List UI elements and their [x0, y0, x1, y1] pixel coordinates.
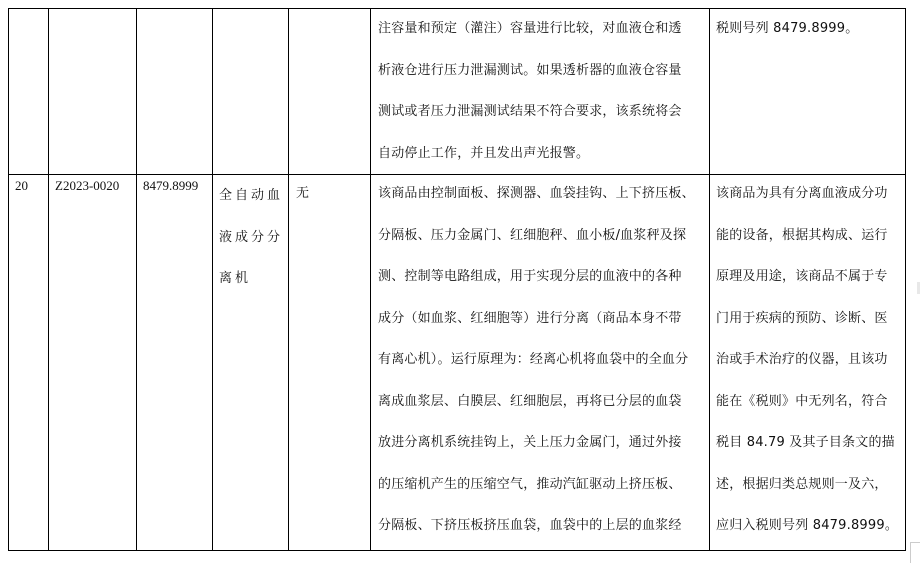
name-line: 全自动血 [219, 188, 284, 203]
cell-no: 20 [9, 175, 49, 551]
desc-line: 分隔板、压力金属门、红细胞秤、血小板/血浆秤及探 [378, 227, 687, 243]
desc-line: 析液仓进行压力泄漏测试。如果透析器的血液仓容量 [378, 62, 682, 78]
desc-line: 成分（如血浆、红细胞等）进行分离（商品本身不带 [378, 310, 682, 326]
desc-line: 自动停止工作，并且发出声光报警。 [378, 145, 590, 161]
desc-line: 测、控制等电路组成，用于实现分层的血液中的各种 [378, 269, 682, 284]
cell-no [9, 9, 49, 175]
desc-line: 分隔板、下挤压板挤压血袋，血袋中的上层的血浆经 [378, 518, 682, 533]
reason-line: 原理及用途，该商品不属于专 [716, 269, 888, 284]
cell-tariff [137, 9, 213, 175]
reason-line: 应归入税则号列 8479.8999。 [716, 518, 899, 533]
desc-line: 该商品由控制面板、探测器、血袋挂钩、上下挤压板、 [378, 186, 695, 201]
cell-reason [710, 175, 906, 551]
reason-line: 能的设备，根据其构成、运行 [716, 227, 888, 243]
cell-description [371, 175, 710, 551]
cell-code: Z2023-0020 [49, 175, 137, 551]
name-line: 液成分分 [219, 229, 284, 245]
table-row [9, 175, 906, 551]
reason-line: 治或手术治疗的仪器，且该功 [716, 352, 888, 367]
reason-line: 该商品为具有分离血液成分功 [716, 186, 888, 201]
cell-name [213, 175, 289, 551]
cell-description [371, 9, 710, 175]
desc-line: 离成血浆层、白膜层、红细胞层，再将已分层的血袋 [378, 393, 682, 409]
name-line: 离机 [219, 271, 252, 286]
page-corner [910, 542, 920, 563]
cell-code [49, 9, 137, 175]
reason-line: 能在《税则》中无列名，符合 [716, 393, 888, 409]
reason-line: 述，根据归类总规则一及六， [716, 476, 888, 492]
desc-line: 的压缩机产生的压缩空气，推动汽缸驱动上挤压板、 [378, 476, 682, 492]
cell-tariff: 8479.8999 [137, 175, 213, 551]
desc-line: 有离心机）。运行原理为：经离心机将血袋中的全血分 [378, 352, 689, 367]
reason-line: 门用于疾病的预防、诊断、医 [716, 310, 888, 326]
reason-line: 税则号列 8479.8999。 [716, 21, 859, 36]
ruling-table [8, 8, 906, 551]
reason-line: 税目 84.79 及其子目条文的描 [716, 435, 895, 450]
table-row [9, 9, 906, 175]
cell-reason [710, 9, 906, 175]
desc-line: 测试或者压力泄漏测试结果不符合要求，该系统将会 [378, 104, 682, 119]
desc-line: 注容量和预定（灌注）容量进行比较，对血液仓和透 [378, 21, 682, 36]
cell-name [213, 9, 289, 175]
cell-other [289, 9, 371, 175]
desc-line: 放进分离机系统挂钩上，关上压力金属门，通过外接 [378, 435, 682, 450]
cell-other: 无 [289, 175, 371, 551]
